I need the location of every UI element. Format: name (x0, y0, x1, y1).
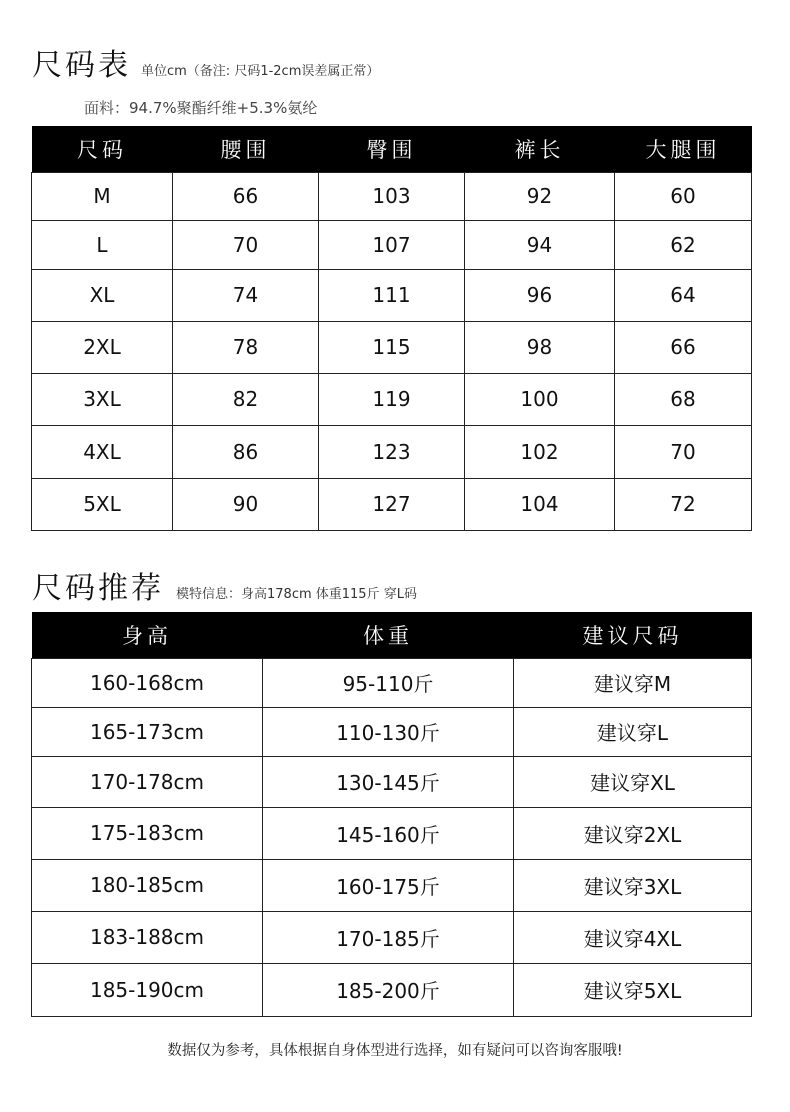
recommend-cell: 185-190cm (32, 963, 263, 1016)
size-chart-cell: 115 (319, 321, 465, 373)
recommend-cell: 建议穿2XL (514, 807, 752, 859)
size-chart-cell: 62 (615, 220, 752, 269)
recommend-cell: 170-178cm (32, 756, 263, 807)
size-chart-cell: 107 (319, 220, 465, 269)
recommend-row (32, 756, 752, 807)
recommend-header-cell: 体重 (263, 612, 514, 658)
size-chart-cell: 82 (173, 373, 319, 425)
disclaimer: 数据仅为参考，具体根据自身体型进行选择，如有疑问可以咨询客服哦! (167, 1043, 623, 1059)
recommend-cell: 160-175斤 (263, 859, 514, 911)
size-chart-cell: L (32, 220, 173, 269)
size-chart-cell: 78 (173, 321, 319, 373)
recommend-cell: 建议穿L (514, 707, 752, 756)
size-chart-cell: 94 (465, 220, 615, 269)
recommend-row (32, 859, 752, 911)
recommend-cell: 175-183cm (32, 807, 263, 859)
recommend-cell: 建议穿4XL (514, 911, 752, 963)
recommend-row (32, 911, 752, 963)
size-chart-row (32, 269, 752, 321)
recommend-cell: 95-110斤 (263, 658, 514, 707)
size-chart-row (32, 425, 752, 478)
recommend-header-cell: 身高 (32, 612, 263, 658)
recommend-cell: 183-188cm (32, 911, 263, 963)
size-chart-cell: 111 (319, 269, 465, 321)
size-chart-cell: 4XL (32, 425, 173, 478)
recommend-row (32, 707, 752, 756)
recommend-row (32, 963, 752, 1016)
size-chart-cell: M (32, 172, 173, 220)
recommend-row (32, 807, 752, 859)
recommend-cell: 110-130斤 (263, 707, 514, 756)
recommend-cell: 建议穿XL (514, 756, 752, 807)
size-chart-cell: 66 (615, 321, 752, 373)
recommend-row (32, 658, 752, 707)
size-chart-cell: 86 (173, 425, 319, 478)
recommend-cell: 160-168cm (32, 658, 263, 707)
size-chart-cell: 96 (465, 269, 615, 321)
size-chart-cell: 5XL (32, 478, 173, 530)
size-chart-cell: 123 (319, 425, 465, 478)
size-chart-header-cell: 大腿围 (615, 126, 752, 172)
fabric-composition: 面料：94.7%聚酯纤维+5.3%氨纶 (84, 99, 318, 117)
recommend-cell: 170-185斤 (263, 911, 514, 963)
size-chart-cell: 70 (173, 220, 319, 269)
size-chart-cell: 72 (615, 478, 752, 530)
recommend-table (31, 612, 752, 1017)
size-chart-header-cell: 臀围 (319, 126, 465, 172)
size-chart-cell: 3XL (32, 373, 173, 425)
size-chart-row (32, 321, 752, 373)
model-info: 模特信息：身高178cm 体重115斤 穿L码 (176, 587, 417, 602)
size-chart-cell: 98 (465, 321, 615, 373)
size-chart-cell: 66 (173, 172, 319, 220)
size-chart-cell: 60 (615, 172, 752, 220)
size-chart-cell: 102 (465, 425, 615, 478)
recommend-header-cell: 建议尺码 (514, 612, 752, 658)
size-chart-cell: 103 (319, 172, 465, 220)
recommend-cell: 建议穿M (514, 658, 752, 707)
size-chart-cell: 127 (319, 478, 465, 530)
recommend-cell: 建议穿5XL (514, 963, 752, 1016)
size-chart-cell: 92 (465, 172, 615, 220)
recommend-cell: 180-185cm (32, 859, 263, 911)
size-chart-cell: 64 (615, 269, 752, 321)
size-chart-title: 尺码表 (32, 48, 131, 83)
size-chart-cell: 104 (465, 478, 615, 530)
size-chart-table (31, 126, 752, 531)
size-chart-title-row (32, 40, 379, 84)
size-chart-row (32, 478, 752, 530)
recommend-title-row (32, 563, 417, 607)
size-chart-header-row (32, 126, 752, 172)
size-chart-cell: 70 (615, 425, 752, 478)
size-chart-cell: 74 (173, 269, 319, 321)
size-chart-row (32, 373, 752, 425)
recommend-cell: 165-173cm (32, 707, 263, 756)
size-chart-cell: 2XL (32, 321, 173, 373)
size-chart-cell: 119 (319, 373, 465, 425)
recommend-cell: 130-145斤 (263, 756, 514, 807)
size-chart-header-cell: 腰围 (173, 126, 319, 172)
size-chart-cell: 90 (173, 478, 319, 530)
size-chart-row (32, 172, 752, 220)
recommend-title: 尺码推荐 (32, 571, 164, 606)
recommend-cell: 建议穿3XL (514, 859, 752, 911)
size-chart-row (32, 220, 752, 269)
size-chart-header-cell: 尺码 (32, 126, 173, 172)
recommend-header-row (32, 612, 752, 658)
size-chart-cell: 68 (615, 373, 752, 425)
recommend-cell: 145-160斤 (263, 807, 514, 859)
size-chart-cell: 100 (465, 373, 615, 425)
size-chart-header-cell: 裤长 (465, 126, 615, 172)
recommend-cell: 185-200斤 (263, 963, 514, 1016)
size-chart-cell: XL (32, 269, 173, 321)
unit-note: 单位cm（备注: 尺码1-2cm误差属正常） (141, 64, 380, 79)
